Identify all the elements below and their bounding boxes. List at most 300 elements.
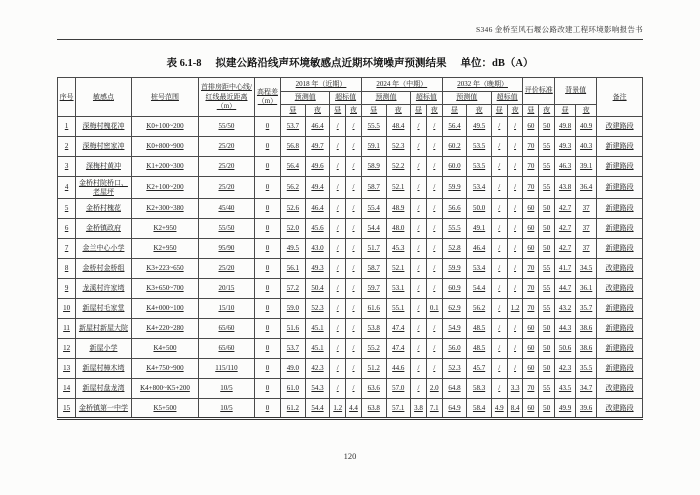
- cell-y2032-pred-night: 49.1: [467, 219, 492, 239]
- cell-y2024-pred-day: 59.7: [361, 279, 386, 299]
- cell-elevation: 0: [254, 177, 280, 199]
- cell-y2018-pred-night: 45.1: [305, 319, 330, 339]
- table-row: [58, 339, 643, 359]
- cell-sensitive-point: 深梅村黄冲: [76, 157, 132, 177]
- cell-bg-day: 41.7: [555, 259, 576, 279]
- cell-elevation: 0: [254, 117, 280, 137]
- cell-y2032-pred-day: 56.6: [442, 199, 467, 219]
- cell-y2032-pred-day: 60.0: [442, 157, 467, 177]
- cell-remark: 改建路段: [597, 379, 643, 399]
- subheader-exceed-2024: 超标值: [411, 92, 443, 105]
- cell-seq: 15: [58, 399, 76, 419]
- cell-std-day: 60: [523, 117, 539, 137]
- day-label: 昼: [361, 105, 386, 117]
- cell-bg-night: 34.7: [576, 379, 597, 399]
- cell-y2032-pred-night: 49.5: [467, 117, 492, 137]
- cell-std-day: 70: [523, 137, 539, 157]
- cell-stake-range: K3+650~700: [131, 279, 198, 299]
- unit-label: 单位：dB（A）: [460, 58, 534, 69]
- cell-y2024-pred-day: 55.4: [361, 199, 386, 219]
- cell-bg-night: 36.1: [576, 279, 597, 299]
- cell-std-day: 70: [523, 299, 539, 319]
- cell-y2024-pred-night: 52.2: [386, 157, 411, 177]
- cell-sensitive-point: 金桥村院桥口、老屋坪: [76, 177, 132, 199]
- cell-std-night: 50: [539, 219, 555, 239]
- cell-y2032-pred-night: 53.4: [467, 177, 492, 199]
- cell-std-night: 50: [539, 239, 555, 259]
- cell-y2024-exceed-night: /: [426, 219, 442, 239]
- cell-sensitive-point: 金桥镇第一中学: [76, 399, 132, 419]
- night-label: 夜: [426, 105, 442, 117]
- cell-y2032-exceed-night: /: [507, 279, 523, 299]
- cell-distance: 95/90: [199, 239, 255, 259]
- col-header-remark: 备注: [597, 78, 643, 117]
- cell-y2032-exceed-day: /: [491, 359, 507, 379]
- cell-y2018-pred-day: 52.6: [281, 199, 306, 219]
- cell-sensitive-point: 新屋村樟木塆: [76, 359, 132, 379]
- cell-y2018-exceed-day: /: [330, 259, 346, 279]
- cell-y2018-pred-day: 56.8: [281, 137, 306, 157]
- cell-bg-day: 49.8: [555, 117, 576, 137]
- cell-y2018-pred-night: 46.4: [305, 199, 330, 219]
- cell-remark: 改建路段: [597, 279, 643, 299]
- cell-y2024-pred-day: 58.9: [361, 157, 386, 177]
- cell-y2024-pred-day: 54.4: [361, 219, 386, 239]
- cell-y2018-pred-night: 45.1: [305, 339, 330, 359]
- cell-y2024-exceed-day: /: [411, 319, 427, 339]
- year-group-2024: 2024 年（中期）: [361, 78, 442, 92]
- table-row: [58, 239, 643, 259]
- day-label: 昼: [523, 105, 539, 117]
- cell-y2018-exceed-night: /: [346, 239, 362, 259]
- cell-remark: 新建路段: [597, 239, 643, 259]
- cell-y2032-exceed-night: /: [507, 219, 523, 239]
- cell-y2024-exceed-day: /: [411, 339, 427, 359]
- cell-y2024-pred-night: 52.3: [386, 137, 411, 157]
- cell-y2024-pred-night: 48.4: [386, 117, 411, 137]
- cell-y2032-exceed-day: /: [491, 239, 507, 259]
- cell-bg-night: 34.5: [576, 259, 597, 279]
- cell-y2018-pred-night: 49.6: [305, 157, 330, 177]
- cell-bg-night: 37: [576, 199, 597, 219]
- cell-stake-range: K4+750~900: [131, 359, 198, 379]
- cell-std-night: 50: [539, 399, 555, 419]
- cell-y2018-pred-day: 49.0: [281, 359, 306, 379]
- cell-std-night: 50: [539, 199, 555, 219]
- cell-sensitive-point: 新屋村盘龙湾: [76, 379, 132, 399]
- cell-y2024-exceed-night: /: [426, 319, 442, 339]
- noise-prediction-table: [57, 77, 643, 420]
- cell-sensitive-point: 深梅村槐花冲: [76, 117, 132, 137]
- cell-remark: 改建路段: [597, 399, 643, 419]
- cell-remark: 新建路段: [597, 199, 643, 219]
- cell-y2032-pred-day: 59.9: [442, 259, 467, 279]
- cell-seq: 6: [58, 219, 76, 239]
- cell-y2024-pred-day: 58.7: [361, 259, 386, 279]
- cell-y2018-pred-day: 59.0: [281, 299, 306, 319]
- table-row: [58, 279, 643, 299]
- cell-stake-range: K0+100~200: [131, 117, 198, 137]
- cell-y2018-pred-day: 61.0: [281, 379, 306, 399]
- cell-sensitive-point: 金桥村金桥组: [76, 259, 132, 279]
- cell-seq: 7: [58, 239, 76, 259]
- cell-y2032-exceed-day: /: [491, 177, 507, 199]
- cell-std-night: 50: [539, 319, 555, 339]
- cell-distance: 25/20: [199, 157, 255, 177]
- cell-bg-night: 35.7: [576, 299, 597, 319]
- cell-elevation: 0: [254, 219, 280, 239]
- cell-y2024-pred-day: 59.1: [361, 137, 386, 157]
- cell-y2032-pred-night: 48.5: [467, 339, 492, 359]
- cell-y2032-pred-day: 52.3: [442, 359, 467, 379]
- cell-y2024-exceed-night: /: [426, 157, 442, 177]
- day-label: 昼: [411, 105, 427, 117]
- cell-y2024-exceed-day: /: [411, 379, 427, 399]
- cell-y2024-exceed-night: /: [426, 279, 442, 299]
- cell-y2018-exceed-day: /: [330, 177, 346, 199]
- cell-y2032-pred-day: 59.9: [442, 177, 467, 199]
- cell-y2018-exceed-day: /: [330, 117, 346, 137]
- cell-y2032-exceed-night: /: [507, 339, 523, 359]
- cell-y2018-pred-night: 49.3: [305, 259, 330, 279]
- cell-y2032-pred-day: 52.8: [442, 239, 467, 259]
- cell-distance: 20/15: [199, 279, 255, 299]
- cell-y2024-pred-night: 52.1: [386, 177, 411, 199]
- cell-y2024-exceed-day: /: [411, 117, 427, 137]
- cell-bg-day: 42.3: [555, 359, 576, 379]
- cell-y2018-pred-day: 56.1: [281, 259, 306, 279]
- col-header-seq: 序号: [58, 78, 76, 117]
- cell-y2018-exceed-day: /: [330, 219, 346, 239]
- cell-bg-night: 37: [576, 239, 597, 259]
- cell-elevation: 0: [254, 279, 280, 299]
- cell-y2032-exceed-night: 1.2: [507, 299, 523, 319]
- cell-distance: 10/5: [199, 379, 255, 399]
- table-row: [58, 137, 643, 157]
- cell-bg-day: 49.3: [555, 137, 576, 157]
- cell-y2018-exceed-day: /: [330, 279, 346, 299]
- cell-std-day: 70: [523, 259, 539, 279]
- cell-y2018-exceed-day: /: [330, 359, 346, 379]
- cell-y2018-exceed-day: /: [330, 339, 346, 359]
- cell-y2024-exceed-night: /: [426, 199, 442, 219]
- cell-y2018-exceed-night: /: [346, 299, 362, 319]
- cell-bg-day: 44.7: [555, 279, 576, 299]
- cell-sensitive-point: 深梅村密家冲: [76, 137, 132, 157]
- cell-y2018-pred-night: 45.6: [305, 219, 330, 239]
- cell-elevation: 0: [254, 399, 280, 419]
- cell-y2032-exceed-day: /: [491, 259, 507, 279]
- cell-seq: 1: [58, 117, 76, 137]
- cell-y2018-exceed-night: /: [346, 279, 362, 299]
- cell-y2032-exceed-night: /: [507, 319, 523, 339]
- cell-std-day: 60: [523, 359, 539, 379]
- cell-elevation: 0: [254, 259, 280, 279]
- cell-sensitive-point: 新屋村新屋大院: [76, 319, 132, 339]
- cell-std-day: 60: [523, 399, 539, 419]
- cell-y2024-pred-night: 48.9: [386, 199, 411, 219]
- cell-std-night: 55: [539, 299, 555, 319]
- table-row: [58, 399, 643, 419]
- cell-seq: 5: [58, 199, 76, 219]
- cell-stake-range: K2+100~200: [131, 177, 198, 199]
- cell-y2032-exceed-night: /: [507, 199, 523, 219]
- cell-y2018-exceed-night: /: [346, 157, 362, 177]
- cell-y2018-exceed-night: /: [346, 319, 362, 339]
- cell-y2024-pred-night: 44.6: [386, 359, 411, 379]
- cell-std-day: 70: [523, 279, 539, 299]
- cell-y2032-pred-night: 56.2: [467, 299, 492, 319]
- cell-y2018-exceed-day: /: [330, 299, 346, 319]
- cell-y2018-exceed-day: /: [330, 319, 346, 339]
- cell-distance: 25/20: [199, 259, 255, 279]
- page-number: 120: [343, 451, 357, 461]
- table-row: [58, 379, 643, 399]
- cell-bg-night: 36.4: [576, 177, 597, 199]
- cell-elevation: 0: [254, 299, 280, 319]
- cell-y2024-pred-night: 53.1: [386, 279, 411, 299]
- cell-distance: 25/20: [199, 177, 255, 199]
- cell-bg-day: 42.7: [555, 219, 576, 239]
- cell-y2018-exceed-day: /: [330, 379, 346, 399]
- table-row: [58, 177, 643, 199]
- cell-remark: 改建路段: [597, 117, 643, 137]
- cell-remark: 新建路段: [597, 319, 643, 339]
- cell-bg-day: 43.2: [555, 299, 576, 319]
- cell-y2018-pred-day: 61.2: [281, 399, 306, 419]
- cell-bg-day: 49.9: [555, 399, 576, 419]
- cell-distance: 55/50: [199, 117, 255, 137]
- subheader-predicted-2024: 预测值: [361, 92, 410, 105]
- cell-y2032-exceed-night: 3.3: [507, 379, 523, 399]
- cell-y2018-exceed-night: /: [346, 259, 362, 279]
- cell-distance: 45/40: [199, 199, 255, 219]
- cell-y2024-exceed-night: 2.0: [426, 379, 442, 399]
- cell-y2032-pred-night: 53.5: [467, 137, 492, 157]
- cell-y2032-exceed-night: /: [507, 359, 523, 379]
- cell-y2018-pred-day: 56.2: [281, 177, 306, 199]
- cell-sensitive-point: 金桥村槐花: [76, 199, 132, 219]
- cell-y2032-exceed-day: 4.9: [491, 399, 507, 419]
- cell-stake-range: K2+950: [131, 219, 198, 239]
- cell-seq: 11: [58, 319, 76, 339]
- cell-remark: 新建路段: [597, 177, 643, 199]
- cell-seq: 9: [58, 279, 76, 299]
- cell-y2024-pred-day: 51.2: [361, 359, 386, 379]
- cell-y2024-exceed-night: /: [426, 137, 442, 157]
- cell-distance: 10/5: [199, 399, 255, 419]
- cell-y2018-pred-night: 54.4: [305, 399, 330, 419]
- cell-y2018-pred-day: 49.5: [281, 239, 306, 259]
- cell-stake-range: K1+200~300: [131, 157, 198, 177]
- cell-y2032-exceed-day: /: [491, 199, 507, 219]
- cell-sensitive-point: 龙溪村许家塆: [76, 279, 132, 299]
- cell-y2032-exceed-night: /: [507, 239, 523, 259]
- cell-y2018-exceed-day: /: [330, 199, 346, 219]
- cell-elevation: 0: [254, 239, 280, 259]
- cell-y2018-pred-night: 42.3: [305, 359, 330, 379]
- col-header-sensitive-point: 敏感点: [76, 78, 132, 117]
- cell-y2024-exceed-night: /: [426, 117, 442, 137]
- day-label: 昼: [555, 105, 576, 117]
- table-row: [58, 157, 643, 177]
- cell-y2018-pred-night: 54.3: [305, 379, 330, 399]
- cell-y2024-exceed-day: /: [411, 239, 427, 259]
- cell-bg-night: 37: [576, 219, 597, 239]
- cell-y2024-exceed-day: /: [411, 157, 427, 177]
- cell-bg-night: 35.5: [576, 359, 597, 379]
- cell-y2032-exceed-night: /: [507, 117, 523, 137]
- cell-distance: 65/60: [199, 319, 255, 339]
- subheader-exceed-2018: 超标值: [330, 92, 362, 105]
- cell-y2018-exceed-night: /: [346, 199, 362, 219]
- cell-sensitive-point: 金桥镇政府: [76, 219, 132, 239]
- cell-y2032-pred-night: 58.3: [467, 379, 492, 399]
- day-label: 昼: [491, 105, 507, 117]
- cell-std-night: 50: [539, 359, 555, 379]
- cell-distance: 15/10: [199, 299, 255, 319]
- cell-bg-day: 43.5: [555, 379, 576, 399]
- night-label: 夜: [507, 105, 523, 117]
- cell-seq: 12: [58, 339, 76, 359]
- cell-seq: 14: [58, 379, 76, 399]
- cell-bg-day: 42.7: [555, 199, 576, 219]
- cell-y2018-exceed-night: 4.4: [346, 399, 362, 419]
- cell-y2032-exceed-day: /: [491, 339, 507, 359]
- cell-y2024-pred-night: 47.4: [386, 319, 411, 339]
- cell-distance: 25/20: [199, 137, 255, 157]
- cell-y2032-pred-night: 45.7: [467, 359, 492, 379]
- cell-y2024-pred-day: 63.6: [361, 379, 386, 399]
- cell-y2024-exceed-day: 3.8: [411, 399, 427, 419]
- table-row: [58, 259, 643, 279]
- cell-stake-range: K2+300~380: [131, 199, 198, 219]
- cell-bg-day: 46.3: [555, 157, 576, 177]
- cell-y2024-exceed-day: /: [411, 219, 427, 239]
- cell-std-night: 50: [539, 117, 555, 137]
- cell-elevation: 0: [254, 339, 280, 359]
- cell-bg-night: 40.9: [576, 117, 597, 137]
- cell-bg-night: 40.3: [576, 137, 597, 157]
- cell-seq: 13: [58, 359, 76, 379]
- cell-std-day: 70: [523, 177, 539, 199]
- cell-y2018-exceed-night: /: [346, 137, 362, 157]
- cell-bg-night: 38.6: [576, 319, 597, 339]
- cell-y2018-pred-day: 57.2: [281, 279, 306, 299]
- cell-bg-night: 38.6: [576, 339, 597, 359]
- cell-sensitive-point: 新屋村毛家堂: [76, 299, 132, 319]
- cell-y2018-exceed-day: /: [330, 137, 346, 157]
- cell-y2024-pred-night: 57.0: [386, 379, 411, 399]
- cell-y2024-pred-night: 48.0: [386, 219, 411, 239]
- cell-elevation: 0: [254, 319, 280, 339]
- cell-std-day: 70: [523, 379, 539, 399]
- cell-stake-range: K2+950: [131, 239, 198, 259]
- cell-y2024-pred-night: 55.1: [386, 299, 411, 319]
- cell-y2018-pred-night: 49.4: [305, 177, 330, 199]
- cell-seq: 2: [58, 137, 76, 157]
- cell-y2024-pred-day: 55.5: [361, 117, 386, 137]
- cell-std-day: 60: [523, 319, 539, 339]
- cell-y2024-exceed-night: /: [426, 177, 442, 199]
- cell-y2018-pred-night: 52.3: [305, 299, 330, 319]
- cell-y2024-exceed-day: /: [411, 359, 427, 379]
- cell-y2024-exceed-day: /: [411, 177, 427, 199]
- cell-y2024-exceed-day: /: [411, 299, 427, 319]
- cell-y2032-pred-day: 64.9: [442, 399, 467, 419]
- cell-stake-range: K0+800~900: [131, 137, 198, 157]
- cell-elevation: 0: [254, 157, 280, 177]
- col-header-background: 背景值: [555, 78, 597, 105]
- cell-elevation: 0: [254, 137, 280, 157]
- cell-y2024-pred-night: 45.3: [386, 239, 411, 259]
- cell-y2018-exceed-night: /: [346, 117, 362, 137]
- cell-y2024-exceed-night: 7.1: [426, 399, 442, 419]
- cell-bg-day: 43.8: [555, 177, 576, 199]
- year-group-2032: 2032 年（晚期）: [442, 78, 523, 92]
- cell-std-night: 55: [539, 379, 555, 399]
- cell-y2032-exceed-day: /: [491, 279, 507, 299]
- cell-y2032-pred-day: 55.5: [442, 219, 467, 239]
- cell-y2024-pred-night: 57.1: [386, 399, 411, 419]
- cell-y2032-exceed-night: 8.4: [507, 399, 523, 419]
- cell-stake-range: K4+000~100: [131, 299, 198, 319]
- cell-y2032-exceed-day: /: [491, 299, 507, 319]
- cell-y2018-pred-night: 43.0: [305, 239, 330, 259]
- cell-seq: 10: [58, 299, 76, 319]
- day-label: 昼: [281, 105, 306, 117]
- cell-elevation: 0: [254, 379, 280, 399]
- cell-y2024-exceed-night: /: [426, 239, 442, 259]
- cell-y2018-pred-day: 51.6: [281, 319, 306, 339]
- cell-stake-range: K5+500: [131, 399, 198, 419]
- cell-y2032-pred-night: 53.5: [467, 157, 492, 177]
- cell-y2024-pred-day: 51.7: [361, 239, 386, 259]
- cell-remark: 新建路段: [597, 157, 643, 177]
- cell-distance: 115/110: [199, 359, 255, 379]
- cell-std-night: 55: [539, 177, 555, 199]
- cell-y2024-exceed-day: /: [411, 279, 427, 299]
- night-label: 夜: [346, 105, 362, 117]
- table-row: [58, 319, 643, 339]
- cell-y2032-pred-day: 60.9: [442, 279, 467, 299]
- cell-y2032-exceed-day: /: [491, 157, 507, 177]
- cell-std-night: 50: [539, 339, 555, 359]
- cell-y2032-exceed-day: /: [491, 379, 507, 399]
- cell-y2018-exceed-day: /: [330, 157, 346, 177]
- cell-y2018-exceed-night: /: [346, 339, 362, 359]
- table-label: 表 6.1-8: [166, 58, 202, 69]
- cell-y2024-exceed-night: /: [426, 339, 442, 359]
- cell-y2024-exceed-night: /: [426, 259, 442, 279]
- table-title-line: [0, 55, 700, 70]
- cell-y2032-exceed-day: /: [491, 319, 507, 339]
- cell-std-night: 55: [539, 137, 555, 157]
- header-rule: [57, 39, 643, 40]
- table-row: [58, 199, 643, 219]
- cell-y2032-exceed-night: /: [507, 177, 523, 199]
- cell-stake-range: K4+800~K5+200: [131, 379, 198, 399]
- cell-y2024-exceed-day: /: [411, 259, 427, 279]
- table-name: 拟建公路沿线声环境敏感点近期环境噪声预测结果: [215, 58, 447, 69]
- cell-distance: 55/50: [199, 219, 255, 239]
- cell-y2032-pred-day: 64.8: [442, 379, 467, 399]
- cell-std-night: 55: [539, 157, 555, 177]
- cell-y2032-pred-day: 54.9: [442, 319, 467, 339]
- cell-std-day: 60: [523, 199, 539, 219]
- cell-y2018-exceed-day: /: [330, 239, 346, 259]
- cell-y2018-pred-night: 49.7: [305, 137, 330, 157]
